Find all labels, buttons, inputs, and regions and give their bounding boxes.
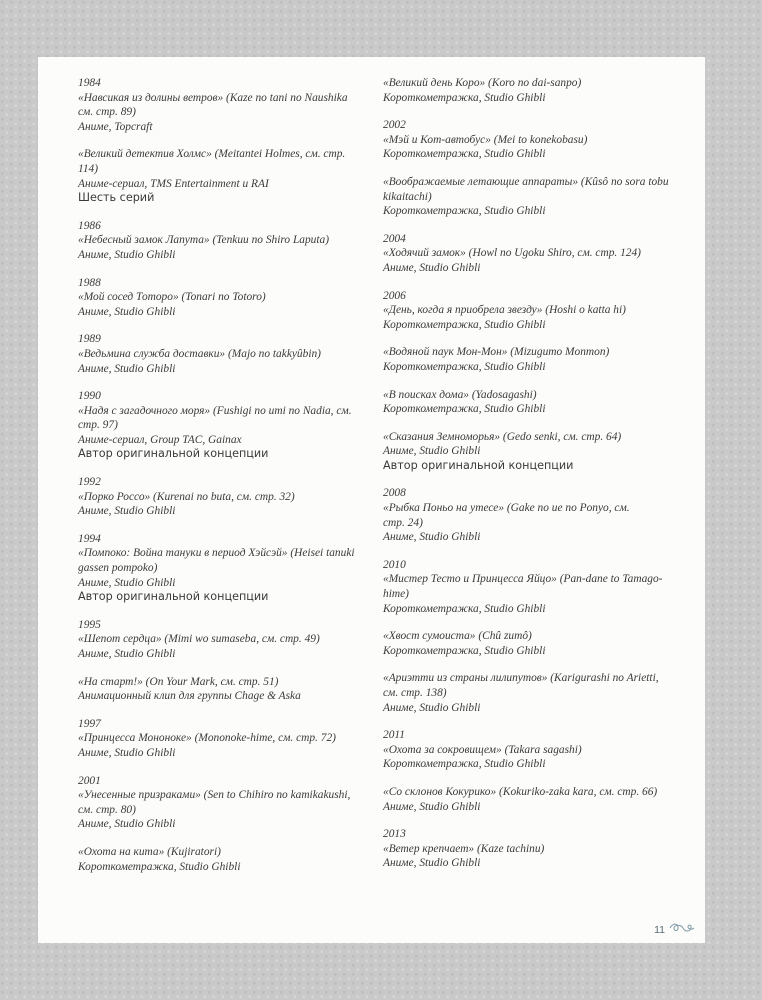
filmography-entry [78,774,378,832]
entry-line: 1989 [78,333,101,346]
filmography-entry [383,289,683,333]
filmography-entry [383,175,683,219]
left-column [78,76,378,887]
entry-line: Аниме, Studio Ghibli [78,305,176,318]
filmography-entry [383,728,683,772]
entry-line: Короткометражка, Studio Ghibli [383,360,546,373]
filmography-entry [383,671,683,715]
entry-line: 1990 [78,390,101,403]
entry-line: «Унесенные призраками» (Sen to Chihiro no kamikakushi, [78,789,351,802]
entry-line: «Мой сосед Тоторо» (Tonari no Totoro) [78,291,266,304]
entry-line: Короткометражка, Studio Ghibli [383,644,546,657]
entry-line: Аниме, Studio Ghibli [78,505,176,518]
entry-line: Короткометражка, Studio Ghibli [383,148,546,161]
entry-line: Аниме, Studio Ghibli [78,746,176,759]
filmography-entry [383,345,683,374]
entry-line: см. стр. 80) [78,803,136,816]
entry-line: «Ариэтти из страны лилипутов» (Karigurashi no Arietti, [383,672,659,685]
filmography-entry [78,276,378,320]
entry-line: Короткометражка, Studio Ghibli [383,91,546,104]
entry-line: «Ходячий замок» (Howl no Ugoku Shiro, см. стр. 124) [383,247,641,260]
filmography-entry [383,785,683,814]
entry-line: «Мистер Тесто и Принцесса Яйцо» (Pan-dane to Tamago- [383,573,663,586]
entry-line: 2011 [383,729,405,742]
filmography-entry [78,845,378,874]
entry-line: Анимационный клип для группы Chage & Aska [78,690,301,703]
entry-line: gassen pompoko) [78,562,158,575]
filmography-entry [383,430,683,474]
filmography-entry [383,388,683,417]
filmography-entry [383,558,683,616]
filmography-entry [383,629,683,658]
entry-note: Шесть серий [78,191,155,205]
entry-line: Аниме, Studio Ghibli [383,701,481,714]
swirl-ornament-icon [669,923,695,936]
entry-line: «Великий детектив Холмс» (Meitantei Holmes, см. стр. [78,148,346,161]
entry-line: стр. 97) [78,419,118,432]
entry-line: 2013 [383,828,406,841]
filmography-entry [78,717,378,761]
entry-line: Аниме, Studio Ghibli [383,531,481,544]
entry-line: «Надя с загадочного моря» (Fushigi no umi no Nadia, см. [78,404,352,417]
filmography-entry [383,827,683,871]
entry-line: «Шепот сердца» (Mimi wo sumaseba, см. стр. 49) [78,633,320,646]
entry-line: «Рыбка Поньо на утесе» (Gake no ue no Ponyo, см. [383,502,630,515]
entry-line: Аниме-сериал, TMS Entertainment и RAI [78,177,269,190]
entry-line: Короткометражка, Studio Ghibli [383,318,546,331]
entry-line: Короткометражка, Studio Ghibli [383,758,546,771]
filmography-entry [78,618,378,662]
entry-line: 1984 [78,77,101,89]
entry-line: Аниме, Studio Ghibli [383,445,481,458]
entry-line: 114) [78,162,99,175]
entry-line: «Охота на кита» (Kujiratori) [78,845,221,858]
entry-line: Короткометражка, Studio Ghibli [383,403,546,416]
entry-line: «Хвост сумоиста» (Chû zumô) [383,630,532,643]
entry-line: 1992 [78,476,101,489]
entry-line: 1988 [78,276,101,289]
entry-line: Аниме, Studio Ghibli [383,857,481,870]
filmography-entry [78,389,378,462]
filmography-entry [78,532,378,605]
entry-line: «Великий день Коро» (Koro no dai-sanpo) [383,77,582,89]
entry-line: Аниме, Studio Ghibli [383,800,481,813]
entry-line: 1994 [78,532,101,545]
entry-line: «Помпоко: Война тануки в период Хэйсэй» (Heisei tanuki [78,547,355,560]
entry-line: см. стр. 89) [78,106,136,119]
entry-line: 1997 [78,717,101,730]
entry-line: 1986 [78,219,101,232]
entry-line: Аниме, Studio Ghibli [383,261,481,274]
entry-line: см. стр. 138) [383,687,447,699]
filmography-entry [78,219,378,263]
entry-line: «Ведьмина служба доставки» (Majo no takkyûbin) [78,347,321,360]
entry-line: Аниме, Studio Ghibli [78,818,176,831]
entry-line: 2001 [78,774,101,787]
entry-note: Автор оригинальной концепции [383,458,574,472]
entry-line: «Воображаемые летающие аппараты» (Kûsô no sora tobu [383,175,669,188]
entry-line: Аниме-сериал, Group TAC, Gainax [78,433,242,446]
entry-line: «Небесный замок Лапута» (Tenkuu no Shiro Laputa) [78,234,330,247]
entry-line: 1995 [78,618,101,631]
entry-line: Аниме, Topcraft [78,120,153,133]
entry-note: Автор оригинальной концепции [78,590,269,604]
entry-line: 2004 [383,232,406,245]
entry-line: 2002 [383,119,406,132]
entry-line: kikaitachi) [383,190,432,203]
entry-line: «Навсикая из долины ветров» (Kaze no tani no Naushika [78,91,348,104]
entry-line: «Водяной паук Мон-Мон» (Mizugumo Monmon) [383,346,610,359]
filmography-entry [78,147,378,205]
filmography-entry [78,675,378,704]
page-footer [654,923,695,936]
entry-line: 2008 [383,487,406,500]
entry-line: «Охота за сокровищем» (Takara sagashi) [383,743,582,756]
entry-line: «В поисках дома» (Yadosagashi) [383,388,537,401]
entry-line: Аниме, Studio Ghibli [78,648,176,660]
filmography-entry [383,118,683,162]
entry-line: 2006 [383,289,406,302]
entry-line: «День, когда я приобрела звезду» (Hoshi o katta hi) [383,304,626,317]
entry-line: Аниме, Studio Ghibli [78,362,176,375]
entry-line: «На старт!» (On Your Mark, см. стр. 51) [78,675,279,688]
entry-line: 2010 [383,558,406,571]
filmography-entry [383,232,683,276]
entry-line: Аниме, Studio Ghibli [78,248,176,261]
entry-line: стр. 24) [383,516,423,529]
entry-note: Автор оригинальной концепции [78,447,269,461]
entry-line: Короткометражка, Studio Ghibli [383,602,546,615]
filmography-entry [383,76,683,105]
entry-line: hime) [383,588,409,601]
entry-line: «Сказания Земноморья» (Gedo senki, см. стр. 64) [383,430,622,443]
entry-line: Короткометражка, Studio Ghibli [383,205,546,218]
entry-line: «Принцесса Мононоке» (Mononoke-hime, см. стр. 72) [78,732,336,745]
filmography-entry [78,332,378,376]
entry-line: Короткометражка, Studio Ghibli [78,860,241,873]
entry-line: «Со склонов Кокурико» (Kokuriko-zaka kara, см. стр. 66) [383,785,658,798]
entry-line: «Порко Россо» (Kurenai no buta, см. стр. 32) [78,490,295,503]
page-number: 11 [654,923,665,936]
filmography-entry [78,76,378,134]
filmography-entry [383,486,683,544]
book-page [38,57,705,943]
entry-line: Аниме, Studio Ghibli [78,576,176,589]
entry-line: «Мэй и Кот-автобус» (Mei to konekobasu) [383,133,588,146]
right-column [383,76,683,884]
filmography-entry [78,475,378,519]
entry-line: «Ветер крепчает» (Kaze tachinu) [383,842,545,855]
